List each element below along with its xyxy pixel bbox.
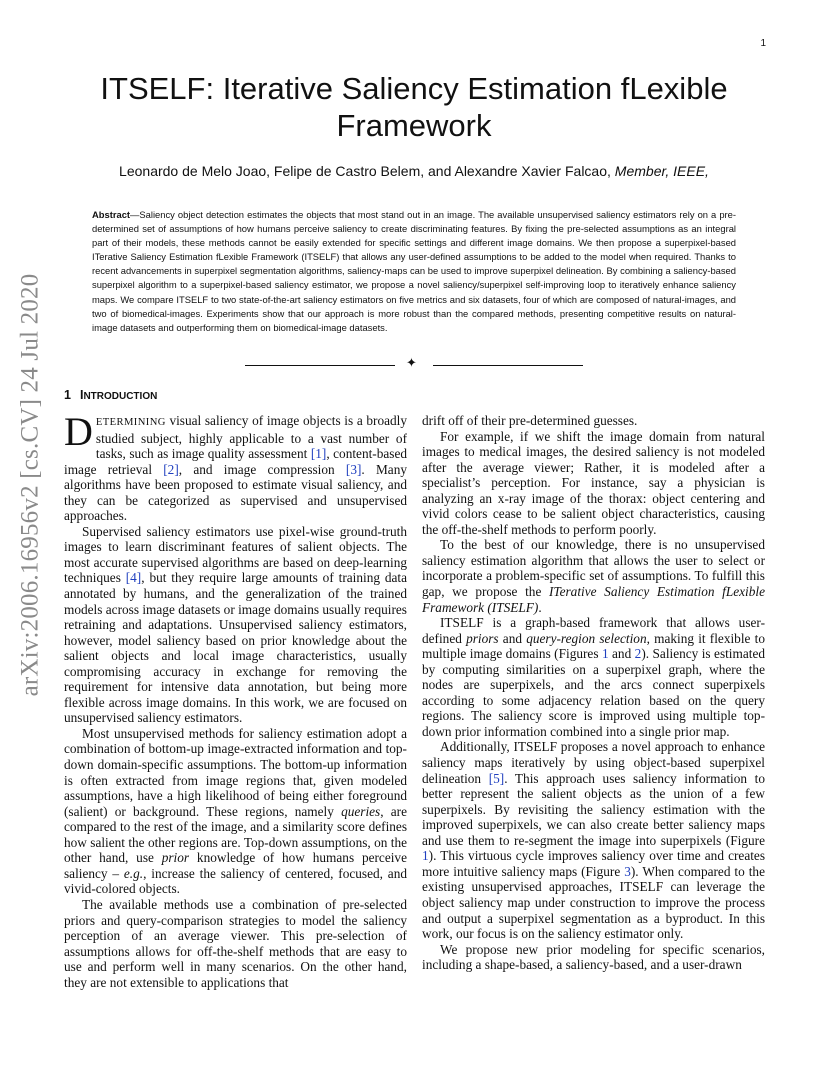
abstract [92,208,736,335]
abstract-dash: — [130,209,140,220]
citation-link[interactable]: [1] [310,446,327,462]
separator-line-left [245,365,395,366]
separator-ornament-icon: ✦ [406,356,417,371]
text-run: , content-based image retrieval [64,446,407,477]
paragraph [64,413,407,524]
section-number: 1 [64,388,71,402]
author-line [60,163,768,179]
paragraph [422,429,765,538]
text-run: Most unsupervised methods for saliency estimation adopt a combination of bottom-up image-extracted information and top-down domain-specific assumptions. The bottom-up information is often extracted from image regions that, given modeled assumptions, have a high likelihood of being either foreground (salient) or background. These regions, namely [64,725,407,819]
text-run: . Many algorithms have been proposed to estimate visual saliency, and they can be categorized as supervised and unsupervised approaches. [64,461,407,524]
emphasis: ITerative Saliency Estimation fLexible Framework (ITSELF) [422,584,765,615]
figure-link[interactable]: 3 [624,863,631,879]
abstract-label: Abstract [92,209,131,220]
text-run: For example, if we shift the image domain from natural images to medical images, the desired saliency is not modeled after the average viewer; Rather, it is modeled after a specialist’s perception. For instance, say a physician is analyzing an x-ray image of the thorax: object centering and vivid colors cease to be salient object characteristics, causing the off-the-shelf methods to perform poorly. [422,428,765,537]
text-run: . This approach uses saliency information to better represent the salient objects as the union of a few superpixels. By revisiting the saliency estimation with the improved superpixels, we can also create better saliency maps and use them to re-segment the image into superpixels (Figure [422,770,765,848]
figure-link[interactable]: 2 [634,646,642,662]
paragraph [422,413,765,429]
paragraph [64,897,407,990]
text-run: ). Saliency is estimated by computing similarities on a superpixel graph, where the nodes are superpixels, and the arcs connect superpixels according to some adjacency relation based on the query regions. The saliency score is improved using multiple top-down prior information combined into a single prior map. [422,646,765,739]
drop-cap: D [64,413,93,454]
arxiv-watermark [8,273,52,697]
section-title-rest: NTRODUCTION [83,391,158,402]
citation-link[interactable]: [2] [163,461,179,477]
page-number: 1 [760,38,766,49]
text-run: ITSELF is a graph-based framework that allows user-defined [422,615,765,646]
citation-link[interactable]: [5] [488,770,505,786]
text-run: , increase the saliency of centered, focused, and vivid-colored objects. [64,865,407,897]
text-run: . [538,599,542,615]
paper-title: ITSELF: Iterative Saliency Estimation fLexible Framework [100,71,728,143]
text-run: knowledge of how humans perceive saliency – [64,850,407,881]
paragraph [422,615,765,739]
paragraph [422,537,765,615]
figure-link[interactable]: 1 [422,848,429,864]
section-separator [245,356,583,371]
text-run: , and image compression [178,461,346,477]
paragraph [422,942,765,973]
left-column [64,413,407,1013]
text-run: drift off of their pre-determined guesses. [422,413,638,428]
text-run: ). When compared to the existing unsupervised approaches, ITSELF can leverage the object saliency map under construction to improve the process and output a superpixel segmentation as a byproduct. In this work, our focus is on the saliency estimator only. [422,863,765,942]
text-run: and [608,646,635,662]
citation-link[interactable]: [4] [125,570,142,586]
text-run: , but they require large amounts of training data annotated by humans, and the generalization of the trained models across image datasets or image domains usually requires retraining and adaptations. Unsupervised saliency estimators, however, model saliency based on prior knowledge about the salient objects and local image characteristics, usually compromising accuracy in exchange for removing the requirement for intensive data annotation, but being more flexible across image domains. In this work, we are focused on unsupervised saliency estimators. [64,570,407,726]
emphasis: prior [161,850,190,866]
text-run: , making it flexible to multiple image domains (Figures [422,630,765,662]
figure-link[interactable]: 1 [601,646,609,662]
lead-in-smallcaps: ETERMINING [95,417,166,428]
text-run: visual saliency of image objects is a broadly studied subject, highly applicable to a vast number of tasks, such as image quality assessment [95,413,407,462]
citation-link[interactable]: [3] [345,461,362,477]
emphasis: query-region selection [526,630,647,646]
right-column [422,413,765,1013]
text-run: Additionally, ITSELF proposes a novel approach to enhance saliency maps iteratively by using object-based superpixel delineation [422,739,765,786]
emphasis: queries [341,803,381,819]
paragraph [64,524,407,726]
text-run: The available methods use a combination of pre-selected priors and query-comparison strategies to model the saliency perception of an average viewer. This pre-selection of assumptions allows for off-the-shelf methods that are easy to use and perform well in many scenarios. On the other hand, they are not extensible to applications that [64,896,407,990]
text-run: ). This virtuous cycle improves saliency over time and creates more intuitive saliency maps (Figure [422,848,765,879]
text-run: Supervised saliency estimators use pixel-wise ground-truth images to learn discriminant features of salient objects. The most accurate supervised algorithms are based on deep-learning techniques [64,523,407,586]
section-heading-introduction [64,388,157,402]
section-title-initial: I [79,388,84,402]
text-run: We propose new prior modeling for specific scenarios, including a shape-based, a saliency-based, and a user-drawn [422,941,765,973]
text-run: and [498,630,527,646]
abstract-text: Saliency object detection estimates the objects that most stand out in an image. The available unsupervised saliency estimators rely on a pre-determined set of assumptions of how humans perceive saliency to create discriminating features. By fixing the pre-selected assumptions as an integral part of their models, these methods cannot be easily extended for specific settings and different image domains. We then propose a superpixel-based ITerative Saliency Estimation fLexible Framework (ITSELF) that allows any user-defined assumptions to be added to the model when required. Thanks to recent advancements in superpixel segmentation algorithms, saliency-maps can be used to improve superpixel delineation. By combining a saliency-based superpixel algorithm to a superpixel-based saliency estimator, we propose a novel saliency/superpixel self-improving loop to iteratively enhance saliency maps. We compare ITSELF to two state-of-the-art saliency estimators on five metrics and six datasets, four of which are composed of natural-images, and two of biomedical-images. Experiments show that our approach is more robust than the compared methods, presenting competitive results on natural-image datasets and outperforming them on biomedical-image datasets. [92,209,736,333]
separator-line-right [433,365,583,366]
paragraph [422,739,765,941]
emphasis: priors [466,630,499,646]
paragraph [64,726,407,897]
text-run: , are compared to the rest of the image, and a similarity score defines how salient the other regions are. Top-down assumptions, on the other hand, use [64,803,407,866]
arxiv-identifier: arXiv:2006.16956v2 [cs.CV] 24 Jul 2020 [16,273,44,697]
author-membership: Member, IEEE, [614,163,709,179]
author-names: Leonardo de Melo Joao, Felipe de Castro Belem, and Alexandre Xavier Falcao, [119,163,611,179]
emphasis: e.g. [123,865,144,881]
text-run: To the best of our knowledge, there is no unsupervised saliency estimation algorithm that allows the user to select or incorporate a problem-specific set of assumptions. To fulfill this gap, we propose the [422,537,765,600]
